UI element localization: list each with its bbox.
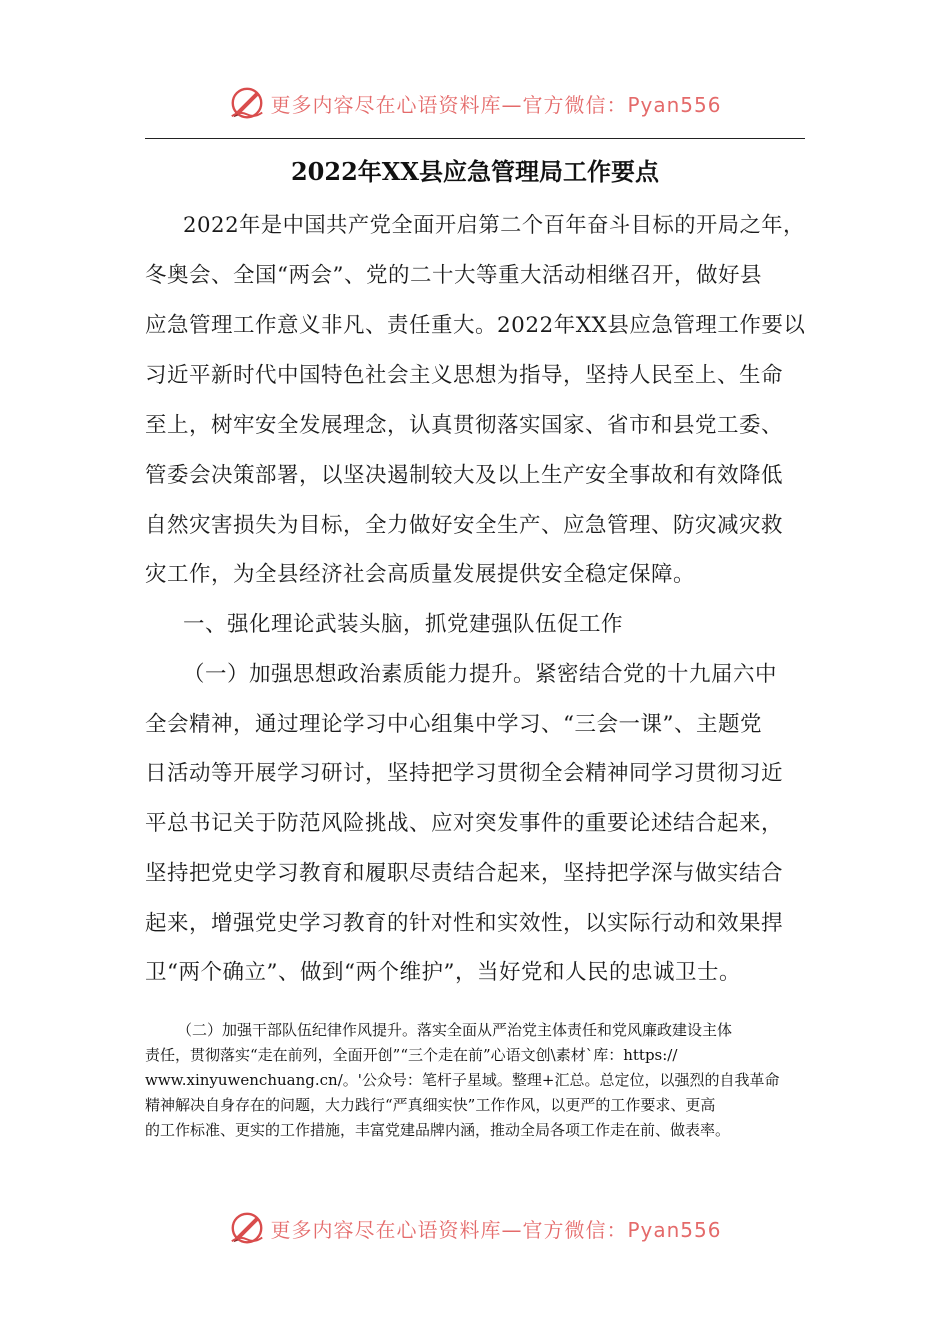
subsection-line: 起来，增强党史学习教育的针对性和实效性，以实际行动和效果捍 [145,911,784,936]
paragraph-line: 至上，树牢安全发展理念，认真贯彻落实国家、省市和县党工委、 [145,413,784,438]
paragraph-line: 习近平新时代中国特色社会主义思想为指导，坚持人民至上、生命 [145,363,784,388]
subsection-2 [145,1018,805,1143]
header-watermark [0,78,950,128]
subsection2-line: （二）加强干部队伍纪律作风提升。落实全面从严治党主体责任和党风廉政建设主体 [177,1021,733,1039]
footer-watermark [0,1203,950,1253]
paragraph-line: 管委会决策部署，以坚决遏制较大及以上生产安全事故和有效降低 [145,463,784,488]
subsection-line: 平总书记关于防范风险挑战、应对突发事件的重要论述结合起来， [145,811,784,836]
subsection-line: 坚持把党史学习教育和履职尽责结合起来，坚持把学深与做实结合 [145,861,784,886]
paragraph-line: 自然灾害损失为目标，全力做好安全生产、应急管理、防灾减灾救 [145,513,784,538]
subsection-line: 卫“两个确立”、做到“两个维护”，当好党和人民的忠诚卫士。 [145,960,741,985]
subsection2-line: www.xinyuwenchuang.cn/。'公众号：笔杆子星域。整理+汇总。总定位，以强烈的自我革命 [145,1071,780,1089]
subsection2-line: 的工作标准、更实的工作措施，丰富党建品牌内涵，推动全局各项工作走在前、做表率。 [145,1121,731,1139]
header-divider [145,138,805,139]
paragraph-line: 灾工作，为全县经济社会高质量发展提供安全稳定保障。 [145,562,696,587]
section-heading: 一、强化理论武装头脑，抓党建强队伍促工作 [183,612,624,637]
document-title: 2022年XX县应急管理局工作要点 [290,157,660,186]
paragraph-line: 冬奥会、全国“两会”、党的二十大等重大活动相继召开，做好县 [145,263,762,288]
pen-logo-icon [228,1209,266,1247]
subsection-line: （一）加强思想政治素质能力提升。紧密结合党的十九届六中 [183,662,778,687]
paragraph-line: 2022年是中国共产党全面开启第二个百年奋斗目标的开局之年， [183,213,805,238]
watermark-text: 更多内容尽在心语资料库—官方微信：Pyan556 [270,92,722,117]
subsection-line: 日活动等开展学习研讨，坚持把学习贯彻全会精神同学习贯彻习近 [145,761,784,786]
watermark-text: 更多内容尽在心语资料库—官方微信：Pyan556 [270,1217,722,1242]
subsection-line: 全会精神，通过理论学习中心组集中学习、“三会一课”、主题党 [145,712,762,737]
paragraph-line: 应急管理工作意义非凡、责任重大。2022年XX县应急管理工作要以 [145,313,806,338]
subsection2-line: 精神解决自身存在的问题，大力践行“严真细实快”工作作风，以更严的工作要求、更高 [145,1096,716,1114]
subsection2-line: 责任，贯彻落实“走在前列，全面开创”“三个走在前”心语文创\素材`库：https:// [145,1046,678,1064]
pen-logo-icon [228,84,266,122]
